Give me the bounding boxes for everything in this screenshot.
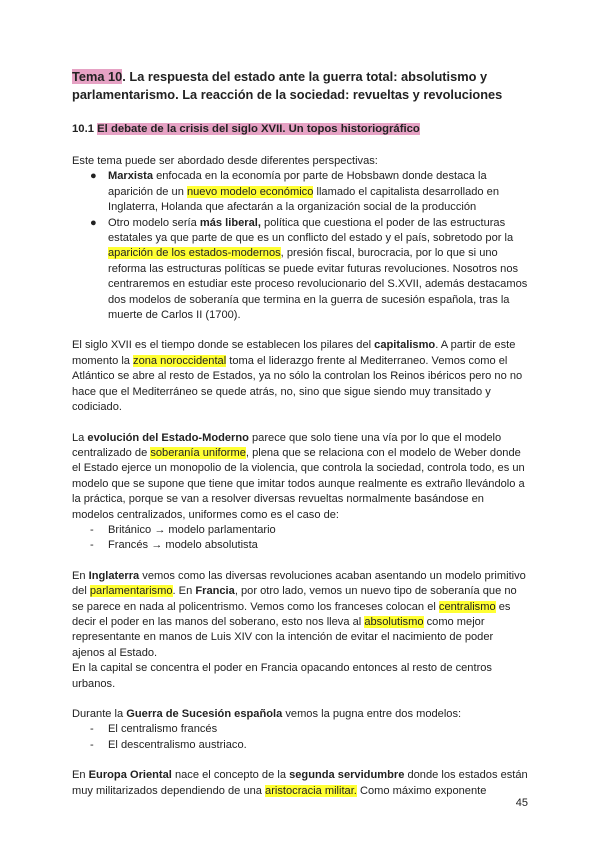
list-item: - El descentralismo austriaco. xyxy=(90,738,247,751)
paragraph-capital: En la capital se concentra el poder en Francia opacando entonces al resto de centros urbanos. xyxy=(72,662,492,690)
section-heading: 10.1 El debate de la crisis del siglo XVII. Un topos historiográfico xyxy=(72,123,420,135)
perspectives-list xyxy=(72,169,528,323)
highlight: nuevo modelo económico xyxy=(186,185,314,198)
highlight: zona noroccidental xyxy=(133,354,227,367)
list-item: ● Marxista enfocada en la economía por parte de Hobsbawn donde destaca la aparición de un nuevo modelo económico llamado el capitalista desarrollado en Inglaterra, Holanda que afectarán a la organización social de la producción xyxy=(90,170,500,214)
succession-models-list xyxy=(72,722,528,753)
page-number: 45 xyxy=(515,797,528,809)
paragraph-eastern-europe: En Europa Oriental nace el concepto de la segunda servidumbre donde los estados están muy militarizados dependiendo de una aristocracia militar. Como máximo exponente xyxy=(72,769,528,797)
paragraph-succession-war: Durante la Guerra de Sucesión española vemos la pugna entre dos modelos: xyxy=(72,708,462,720)
list-item: - El centralismo francés xyxy=(90,723,218,736)
list-item: - Británico → modelo parlamentario xyxy=(90,523,276,536)
highlight: soberanía uniforme xyxy=(150,446,246,459)
list-item: - Francés → modelo absolutista xyxy=(90,539,258,552)
list-item: ● Otro modelo sería más liberal, política que cuestiona el poder de las estructuras estatales ya que parte de que es un conflicto del estado y el país, sobretodo por la aparición de los estados-modernos, presión fiscal, burocracia, por lo que si uno reforma las estructuras políticas se puede evitar futuras revoluciones. Nosotros nos centraremos en estudiar este proceso revolucionario del S.XVII, además destacamos dos modelos de soberanía que termina en la guerra de sucesión española, tras la muerte de Carlos II (1700). xyxy=(90,216,528,322)
page-content xyxy=(72,68,528,799)
paragraph-england-france: En Inglaterra vemos como las diversas revoluciones acaban asentando un modelo primitivo del parlamentarismo. En Francia, por otro lado, vemos un nuevo tipo de soberanía que no se parece en nada al policentrismo. Vemos como los franceses colocan el centralismo es decir el poder en las manos del soberano, esto nos lleva al absolutismo como mejor representante en manos de Luis XIV con la intención de evitar el nacimiento de poder ajenos al Estado. xyxy=(72,569,526,659)
models-list xyxy=(72,523,528,554)
highlight: parlamentarismo xyxy=(89,585,173,598)
paragraph-modern-state: La evolución del Estado-Moderno parece que solo tiene una vía por lo que el modelo centralizado de soberanía uniforme, plena que se relaciona con el modelo de Weber donde el Estado ejerce un monopolio de la violencia, que controla la sociedad, controla todo, es un modelo que se supone que tiene que imitar todos aunque realmente es extraño llevándolo a la práctica, porque se van a resolver diversas revueltas normalmente basándose en modelos centralizados, uniformes como es el caso de: xyxy=(72,431,525,521)
highlight: aristocracia militar. xyxy=(265,784,357,797)
chapter-title: Tema 10. La respuesta del estado ante la guerra total: absolutismo y parlamentarismo. La reacción de la sociedad: revueltas y revoluciones xyxy=(72,69,503,102)
bullet-icon: ● xyxy=(90,170,97,183)
paragraph-capitalism: El siglo XVII es el tiempo donde se establecen los pilares del capitalismo. A partir de este momento la zona noroccidental toma el liderazgo frente al Mediterraneo. Vemos como el Atlántico se abre al resto de Estados, ya no sólo la controlan los Reinos ibéricos pero no no hace que el Mediterráneo se quede atrás, no, sino que sigue siendo muy transitado y codiciado. xyxy=(72,339,523,414)
highlight: centralismo xyxy=(438,600,496,613)
highlight: aparición de los estados-modernos xyxy=(108,247,281,260)
title-highlight: Tema 10 xyxy=(72,69,123,84)
highlight: absolutismo xyxy=(364,615,424,628)
section-heading-highlight: El debate de la crisis del siglo XVII. Un topos historiográfico xyxy=(97,123,420,135)
bullet-icon: ● xyxy=(90,216,97,229)
intro-text: Este tema puede ser abordado desde diferentes perspectivas: xyxy=(72,155,378,167)
